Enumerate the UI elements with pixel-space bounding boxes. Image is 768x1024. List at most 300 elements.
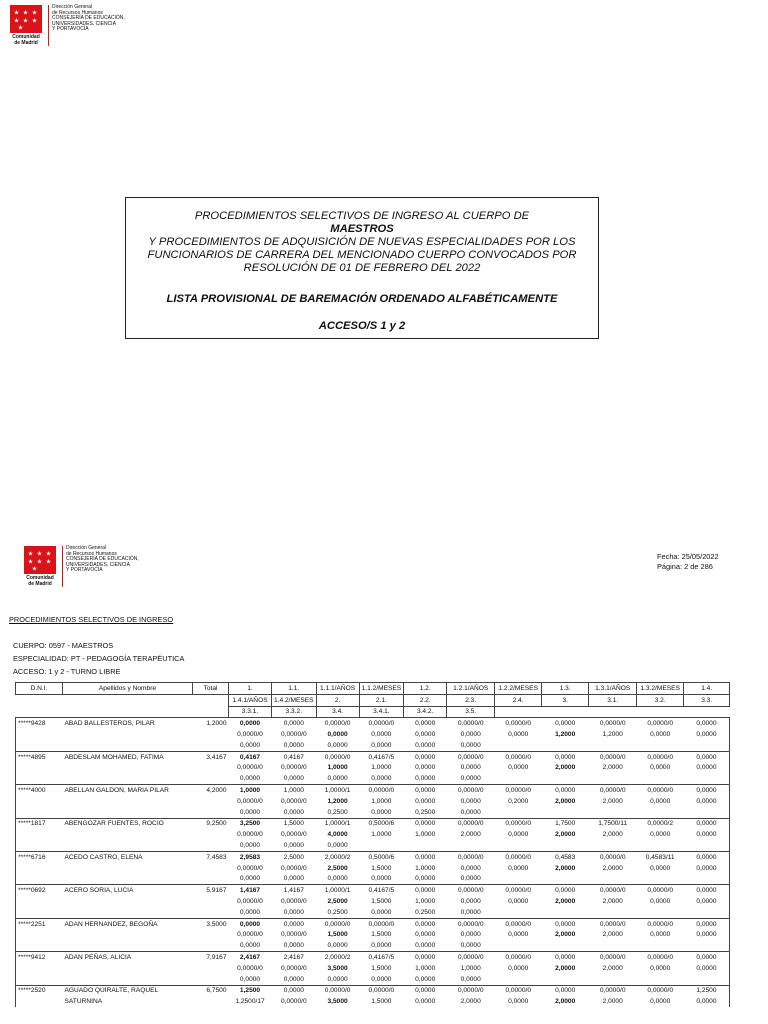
dni-cell: [16, 907, 63, 918]
score-cell: [589, 907, 637, 918]
table-row: [16, 885, 730, 896]
table-row-sub: [16, 829, 730, 840]
score-cell: 0,0000: [415, 731, 436, 739]
name-cell: [63, 930, 193, 941]
column-header: 1.4.2/MESES: [272, 694, 317, 706]
column-header: 3.3.2.: [272, 706, 317, 718]
score-cell: 0,0000: [283, 908, 304, 916]
score-cell: 1,2500/17: [235, 998, 265, 1006]
score-cell: 1,0000: [371, 764, 392, 772]
score-cell: 1,4167: [272, 885, 317, 896]
column-header: Apellidos y Nombre: [63, 683, 193, 695]
score-cell: 0,0000: [460, 864, 481, 872]
score-cell: 0,0000: [684, 885, 730, 896]
score-cell: 2,0000: [602, 864, 623, 872]
header-spacer: [63, 694, 193, 706]
score-cell: 0,0000: [404, 885, 447, 896]
score-cell: 0,0000: [542, 985, 589, 996]
total-cell: [193, 940, 229, 951]
dni-cell: [16, 807, 63, 818]
column-header: 1.1.2/MESES: [359, 683, 404, 695]
score-cell: 0,0000/0: [447, 952, 495, 963]
score-cell: 2,0000: [602, 797, 623, 805]
total-cell: [193, 740, 229, 751]
column-header: 2.: [316, 694, 359, 706]
score-cell: 0,0000/0: [495, 718, 542, 729]
score-cell: 0,0000/0: [316, 718, 359, 729]
score-cell: 0,0000: [508, 731, 529, 739]
score-cell: [589, 807, 637, 818]
score-cell: 0,0000: [404, 851, 447, 862]
score-cell: 0,0000: [404, 818, 447, 829]
column-header: 3.3.1.: [229, 706, 272, 718]
score-cell: 2,0000: [555, 764, 576, 772]
name-cell: AGUADO QUIRALTE, RAQUEL: [63, 985, 193, 996]
score-cell: 0,0000: [650, 964, 671, 972]
score-cell: 0,0000/0: [237, 931, 263, 939]
score-cell: 2,0000: [602, 831, 623, 839]
score-cell: 0,0000: [327, 775, 348, 783]
column-header: 3.3.: [684, 694, 730, 706]
score-cell: 0,4583: [542, 851, 589, 862]
total-cell: [193, 874, 229, 885]
table-row-sub: [16, 796, 730, 807]
column-header: 3.2.: [637, 694, 684, 706]
score-cell: 0,0000/0: [637, 751, 684, 762]
dni-cell: [16, 974, 63, 985]
score-cell: [684, 907, 730, 918]
score-cell: [637, 907, 684, 918]
score-cell: 0,0000/0: [280, 998, 307, 1006]
score-cell: 0,4583/11: [637, 851, 684, 862]
score-cell: 0,0000/0: [637, 785, 684, 796]
score-cell: 2,5000: [327, 864, 348, 872]
score-cell: [495, 940, 542, 951]
score-cell: [684, 974, 730, 985]
score-cell: 0,0000: [283, 942, 304, 950]
total-cell: [193, 773, 229, 784]
dni-cell: [16, 796, 63, 807]
score-cell: 0,0000/0: [237, 797, 263, 805]
dni-cell: [16, 840, 63, 851]
score-cell: 0,0000: [650, 797, 671, 805]
score-cell: [359, 840, 404, 851]
name-cell: [63, 796, 193, 807]
score-cell: 0,0000/0: [316, 918, 359, 929]
table-row: [16, 751, 730, 762]
score-cell: 0,0000: [272, 718, 317, 729]
score-cell: 0,5000/6: [359, 851, 404, 862]
score-cell: 0,0000: [415, 797, 436, 805]
column-header: 2.3.: [447, 694, 495, 706]
score-cell: 1,5000: [371, 931, 392, 939]
table-row: [16, 985, 730, 996]
score-cell: 0,0000/0: [280, 964, 307, 972]
score-cell: 0,0000: [327, 975, 348, 983]
column-header: 3.5.: [447, 706, 495, 718]
table-row-sub: [16, 907, 730, 918]
score-cell: 0,0000: [283, 975, 304, 983]
score-cell: 0,0000: [684, 763, 730, 774]
score-cell: 0,2500: [415, 808, 436, 816]
score-cell: [495, 807, 542, 818]
total-cell: [193, 907, 229, 918]
score-cell: 0,0000/0: [495, 952, 542, 963]
score-cell: [637, 840, 684, 851]
score-cell: 1,0000/1: [316, 785, 359, 796]
score-cell: 1,0000: [371, 831, 392, 839]
score-cell: 0,0000: [650, 998, 671, 1006]
score-cell: 4,0000: [327, 831, 348, 839]
score-cell: 0,0000: [460, 731, 481, 739]
score-cell: 0,0000: [371, 731, 392, 739]
score-cell: [404, 840, 447, 851]
score-cell: [542, 840, 589, 851]
name-cell: [63, 740, 193, 751]
total-cell: [193, 796, 229, 807]
name-cell: [63, 807, 193, 818]
total-cell: [193, 729, 229, 740]
score-cell: 0,0000/0: [637, 952, 684, 963]
score-cell: 0,4167/5: [359, 952, 404, 963]
score-cell: 0,0000/0: [359, 718, 404, 729]
header-spacer: [63, 706, 193, 718]
score-cell: 0,0000/0: [495, 985, 542, 996]
score-cell: 0,0000/0: [495, 918, 542, 929]
dni-cell: *****2520: [16, 985, 63, 996]
header-spacer: [589, 706, 637, 718]
score-cell: 0,0000: [229, 718, 272, 729]
column-header: 2.1.: [359, 694, 404, 706]
score-cell: 2,0000: [460, 831, 481, 839]
score-cell: 0,0000: [542, 751, 589, 762]
dni-cell: [16, 863, 63, 874]
score-cell: 0,0000: [460, 808, 481, 816]
table-row-sub: [16, 940, 730, 951]
name-cell: [63, 840, 193, 851]
score-cell: [495, 974, 542, 985]
score-cell: 0,0000: [404, 785, 447, 796]
name-cell: [63, 940, 193, 951]
column-header: 1.: [229, 683, 272, 695]
score-cell: 2,0000/2: [316, 952, 359, 963]
score-cell: 0,0000/0: [495, 818, 542, 829]
score-cell: 3,5000: [327, 998, 348, 1006]
score-cell: 1,2000: [327, 797, 348, 805]
dni-cell: *****9412: [16, 952, 63, 963]
score-cell: 0,0000: [650, 931, 671, 939]
score-cell: 2,0000: [460, 998, 481, 1006]
dni-cell: [16, 763, 63, 774]
name-cell: [63, 829, 193, 840]
header-spacer: [495, 706, 542, 718]
score-cell: 1,5000: [272, 818, 317, 829]
total-cell: [193, 963, 229, 974]
score-cell: 0,0000: [327, 942, 348, 950]
score-cell: 0,0000: [460, 975, 481, 983]
score-cell: 0,0000: [371, 942, 392, 950]
total-cell: [193, 974, 229, 985]
score-cell: 0,0000: [404, 985, 447, 996]
score-cell: 0,0000: [684, 851, 730, 862]
column-header: 3.4.1.: [359, 706, 404, 718]
score-cell: 0,0000: [415, 975, 436, 983]
section-heading: PROCEDIMIENTOS SELECTIVOS DE INGRESO: [9, 615, 174, 624]
table-body: [16, 718, 730, 1007]
score-cell: 1,0000: [327, 764, 348, 772]
score-cell: 0,0000/0: [637, 918, 684, 929]
score-cell: 0,0000/0: [495, 885, 542, 896]
score-cell: 0,0000: [415, 942, 436, 950]
column-header: 3.1.: [589, 694, 637, 706]
score-cell: [542, 874, 589, 885]
score-cell: 0,0000: [684, 751, 730, 762]
name-cell: ADAN PEÑAS, ALICIA: [63, 952, 193, 963]
header-spacer: [684, 706, 730, 718]
score-cell: [684, 807, 730, 818]
score-cell: 0,0000: [460, 764, 481, 772]
score-cell: 0,0000: [508, 931, 529, 939]
baremacion-table: [15, 682, 730, 1007]
total-cell: 5,9167: [193, 885, 229, 896]
total-cell: 1,2000: [193, 718, 229, 729]
score-cell: 0,0000: [239, 975, 261, 983]
table-row-sub: [16, 896, 730, 907]
column-header: 1.2.: [404, 683, 447, 695]
logo-top: [6, 5, 125, 46]
score-cell: 3,2500: [229, 818, 272, 829]
score-cell: [542, 807, 589, 818]
score-cell: [589, 940, 637, 951]
name-cell: [63, 863, 193, 874]
table-row-sub: [16, 863, 730, 874]
score-cell: 0,0000/0: [637, 718, 684, 729]
score-cell: 0,0000/0: [359, 918, 404, 929]
score-cell: 0,0000/0: [280, 797, 307, 805]
dni-cell: [16, 740, 63, 751]
score-cell: 0,0000/2: [637, 818, 684, 829]
score-cell: 0,0000/0: [447, 918, 495, 929]
column-header: D.N.I.: [16, 683, 63, 695]
score-cell: 0,0000: [650, 864, 671, 872]
score-cell: [637, 874, 684, 885]
score-cell: 0,0000: [283, 875, 304, 883]
score-cell: 0,0000: [415, 998, 436, 1006]
score-cell: 1,0000: [415, 898, 436, 906]
score-cell: 0,0000/0: [589, 751, 637, 762]
page-number: Página: 2 de 286: [657, 562, 713, 571]
score-cell: 0,0000: [684, 785, 730, 796]
score-cell: 0,2500: [327, 808, 348, 816]
total-cell: [193, 996, 229, 1007]
score-cell: 1,5000: [371, 964, 392, 972]
score-cell: 0,0000/0: [589, 851, 637, 862]
score-cell: 1,0000/1: [316, 885, 359, 896]
table-row-sub: [16, 740, 730, 751]
score-cell: 0,0000: [404, 718, 447, 729]
score-cell: [589, 974, 637, 985]
column-header: 3.4.: [316, 706, 359, 718]
cuerpo-line: CUERPO: 0597 - MAESTROS: [13, 641, 114, 650]
table-row-sub: [16, 807, 730, 818]
score-cell: 0,4167/5: [359, 885, 404, 896]
dni-cell: *****0692: [16, 885, 63, 896]
score-cell: 0,0000: [460, 797, 481, 805]
total-cell: 7,9167: [193, 952, 229, 963]
table-row-sub: [16, 874, 730, 885]
total-cell: 3,5000: [193, 918, 229, 929]
total-cell: 4,2000: [193, 785, 229, 796]
score-cell: 1,0000: [415, 831, 436, 839]
score-cell: 3,5000: [327, 964, 348, 972]
score-cell: 0,0000/0: [316, 985, 359, 996]
dni-cell: [16, 896, 63, 907]
score-cell: 0,0000/0: [447, 985, 495, 996]
title-line: MAESTROS: [330, 223, 394, 235]
score-cell: 0,0000/0: [280, 731, 307, 739]
comunidad-madrid-logo-icon: Comunidad de Madrid: [6, 5, 46, 46]
score-cell: 0,0000: [404, 952, 447, 963]
score-cell: 1,0000: [371, 797, 392, 805]
score-cell: 0,4167/5: [359, 751, 404, 762]
table-row: [16, 818, 730, 829]
table-row: [16, 851, 730, 862]
score-cell: 0,0000/0: [280, 764, 307, 772]
table-row-sub: [16, 963, 730, 974]
score-cell: 2,0000: [555, 964, 576, 972]
header-spacer: [193, 694, 229, 706]
score-cell: 0,0000/0: [280, 864, 307, 872]
score-cell: 0,0000: [239, 842, 261, 850]
score-cell: [542, 773, 589, 784]
score-cell: 0,0000/0: [589, 885, 637, 896]
header-spacer: [637, 706, 684, 718]
name-cell: [63, 896, 193, 907]
score-cell: 0,0000: [415, 775, 436, 783]
table-row-sub: [16, 773, 730, 784]
name-cell: ABAD BALLESTEROS, PILAR: [63, 718, 193, 729]
title-box: [125, 197, 599, 339]
score-cell: 0,0000/0: [447, 785, 495, 796]
score-cell: 1,0000: [415, 964, 436, 972]
total-cell: [193, 930, 229, 941]
score-cell: 0,0000: [684, 952, 730, 963]
score-cell: 2,0000: [555, 931, 576, 939]
header-spacer: [542, 706, 589, 718]
score-cell: 0,0000: [684, 996, 730, 1007]
score-cell: 0,0000: [684, 863, 730, 874]
score-cell: 2,0000: [555, 797, 576, 805]
score-cell: 1,0000: [460, 964, 481, 972]
column-header: 1.3.1/AÑOS: [589, 683, 637, 695]
dni-cell: *****4895: [16, 751, 63, 762]
score-cell: 0,0000: [684, 918, 730, 929]
dni-cell: [16, 874, 63, 885]
dni-cell: [16, 996, 63, 1007]
score-cell: 2,0000: [555, 898, 576, 906]
score-cell: 2,5000: [272, 851, 317, 862]
score-cell: [542, 740, 589, 751]
score-cell: 0,0000: [508, 831, 529, 839]
score-cell: 0,0000: [415, 741, 436, 749]
name-cell: [63, 773, 193, 784]
name-cell: ABELLAN GALDON, MARIA PILAR: [63, 785, 193, 796]
score-cell: 0,4167: [229, 751, 272, 762]
score-cell: 0,0000: [684, 818, 730, 829]
score-cell: 0,0000/0: [237, 898, 263, 906]
score-cell: [684, 740, 730, 751]
column-header: 1.4.: [684, 683, 730, 695]
score-cell: 0,4167: [272, 751, 317, 762]
column-header: 1.3.: [542, 683, 589, 695]
score-cell: 1,7500: [542, 818, 589, 829]
name-cell: [63, 963, 193, 974]
table-row: [16, 718, 730, 729]
score-cell: 1,5000: [371, 898, 392, 906]
score-cell: 0,2500: [415, 908, 436, 916]
name-cell: ACEDO CASTRO, ELENA: [63, 851, 193, 862]
column-header: 3.: [542, 694, 589, 706]
dni-cell: *****9428: [16, 718, 63, 729]
logo-text: Dirección General de Recursos Humanos CONSEJERÍA DE EDUCACIÓN, UNIVERSIDADES, CIENCIA Y PORTAVOCÍA: [52, 4, 125, 32]
especialidad-line: ESPECIALIDAD: PT - PEDAGOGÍA TERAPÉUTICA: [13, 654, 185, 663]
score-cell: 0,0000/0: [495, 751, 542, 762]
score-cell: 0,0000/0: [495, 851, 542, 862]
list-title: LISTA PROVISIONAL DE BAREMACIÓN ORDENADO ALFABÉTICAMENTE: [166, 293, 558, 305]
score-cell: 0,0000: [239, 908, 261, 916]
dni-cell: *****1817: [16, 818, 63, 829]
table-row-sub: [16, 996, 730, 1007]
table-row: [16, 952, 730, 963]
score-cell: 2,0000: [602, 931, 623, 939]
score-cell: 0,0000/0: [316, 751, 359, 762]
name-cell: [63, 974, 193, 985]
score-cell: 0,0000: [272, 985, 317, 996]
table-row-sub: [16, 729, 730, 740]
score-cell: 2,5000: [327, 898, 348, 906]
score-cell: 0,2000: [508, 797, 529, 805]
score-cell: 0,0000/0: [359, 985, 404, 996]
total-cell: 7,4583: [193, 851, 229, 862]
score-cell: 0,0000: [327, 741, 348, 749]
score-cell: 1,7500/11: [589, 818, 637, 829]
name-cell: SATURNINA: [64, 998, 103, 1006]
score-cell: 1,2000: [602, 731, 623, 739]
score-cell: [447, 840, 495, 851]
score-cell: [637, 740, 684, 751]
score-cell: 0,0000: [684, 729, 730, 740]
score-cell: 0,0000/0: [637, 985, 684, 996]
score-cell: 0,0000: [684, 963, 730, 974]
score-cell: 0,0000: [239, 942, 261, 950]
score-cell: 2,0000/2: [316, 851, 359, 862]
score-cell: [637, 773, 684, 784]
score-cell: 0,0000: [508, 964, 529, 972]
score-cell: 1,0000: [415, 864, 436, 872]
score-cell: 0,0000/0: [589, 785, 637, 796]
score-cell: 0,0000/0: [237, 964, 263, 972]
score-cell: [589, 840, 637, 851]
score-cell: 0,0000: [283, 741, 304, 749]
score-cell: 0,0000/0: [359, 785, 404, 796]
score-cell: [542, 940, 589, 951]
title-line: PROCEDIMIENTOS SELECTIVOS DE INGRESO AL CUERPO DE: [194, 210, 530, 222]
score-cell: 0,0000/0: [280, 931, 307, 939]
score-cell: 0,0000/0: [447, 851, 495, 862]
score-cell: 0,0000: [684, 829, 730, 840]
score-cell: 0,0000/0: [237, 831, 263, 839]
score-cell: 0,0000: [327, 875, 348, 883]
